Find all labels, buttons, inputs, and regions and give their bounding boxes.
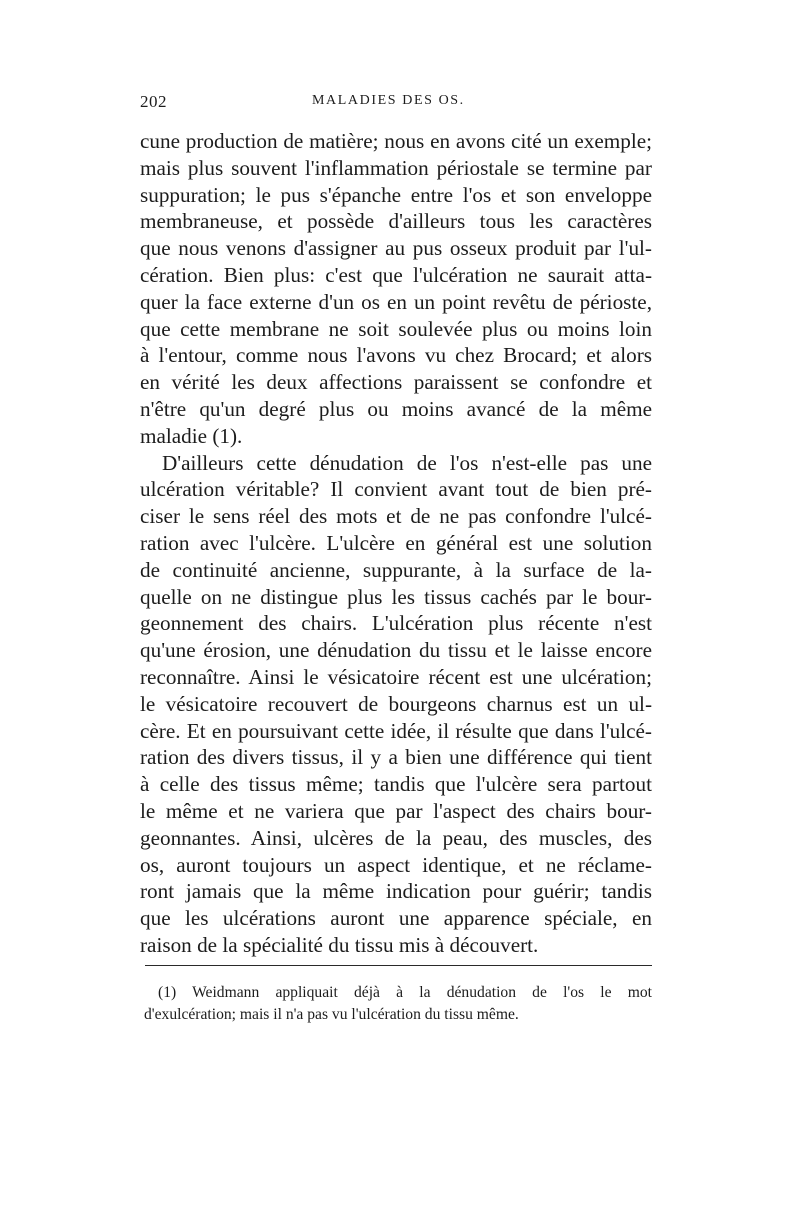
text-line: reconnaître. Ainsi le vésicatoire récent est une ulcération; bbox=[140, 664, 652, 689]
text-line: geonnantes. Ainsi, ulcères de la peau, des muscles, des bbox=[140, 825, 652, 850]
text-line: le vésicatoire recouvert de bourgeons charnus est un ul- bbox=[140, 691, 652, 716]
text-line: cune production de matière; nous en avons cité un exemple; bbox=[140, 129, 652, 153]
text-line: que les ulcérations auront une apparence spéciale, en bbox=[140, 906, 652, 931]
text-line: os, auront toujours un aspect identique, et ne réclame- bbox=[140, 852, 652, 877]
text-line: ration avec l'ulcère. L'ulcère en général est une solution bbox=[140, 530, 652, 555]
body-text bbox=[140, 128, 652, 959]
paragraph-start-line: D'ailleurs cette dénudation de l'os n'est-elle pas une bbox=[162, 450, 652, 475]
text-line: de continuité ancienne, suppurante, à la surface de la- bbox=[140, 557, 652, 582]
text-line: membraneuse, et possède d'ailleurs tous les caractères bbox=[140, 209, 652, 234]
footnote-line: d'exulcération; mais il n'a pas vu l'ulcération du tissu même. bbox=[144, 1006, 519, 1023]
text-line: mais plus souvent l'inflammation périostale se termine par bbox=[140, 155, 652, 180]
text-line: geonnement des chairs. L'ulcération plus récente n'est bbox=[140, 611, 652, 636]
paragraph-end-line: raison de la spécialité du tissu mis à découvert. bbox=[140, 932, 539, 957]
running-title: MALADIES DES OS. bbox=[312, 93, 465, 108]
footnote-divider bbox=[145, 965, 652, 966]
text-line: que nous venons d'assigner au pus osseux produit par l'ul- bbox=[140, 236, 652, 261]
text-line: quelle on ne distingue plus les tissus cachés par le bour- bbox=[140, 584, 652, 609]
text-line: que cette membrane ne soit soulevée plus ou moins loin bbox=[140, 316, 652, 341]
text-line: à l'entour, comme nous l'avons vu chez Brocard; et alors bbox=[140, 343, 652, 368]
text-line: le même et ne variera que par l'aspect des chairs bour- bbox=[140, 798, 652, 823]
text-line: cération. Bien plus: c'est que l'ulcération ne saurait atta- bbox=[140, 262, 652, 287]
paragraph-end-line: maladie (1). bbox=[140, 423, 243, 448]
text-line: cère. Et en poursuivant cette idée, il résulte que dans l'ulcé- bbox=[140, 718, 652, 743]
footnote bbox=[144, 982, 652, 1026]
text-line: quer la face externe d'un os en un point revêtu de périoste, bbox=[140, 289, 652, 314]
text-line: n'être qu'un degré plus ou moins avancé de la même bbox=[140, 396, 652, 421]
text-line: ront jamais que la même indication pour guérir; tandis bbox=[140, 879, 652, 904]
text-line: à celle des tissus même; tandis que l'ulcère sera partout bbox=[140, 772, 652, 797]
text-line: suppuration; le pus s'épanche entre l'os et son enveloppe bbox=[140, 182, 652, 207]
page-number: 202 bbox=[140, 92, 167, 111]
text-line: ciser le sens réel des mots et de ne pas confondre l'ulcé- bbox=[140, 504, 652, 529]
text-line: qu'une érosion, une dénudation du tissu et le laisse encore bbox=[140, 638, 652, 663]
page-header bbox=[140, 92, 660, 116]
text-line: en vérité les deux affections paraissent se confondre et bbox=[140, 370, 652, 395]
text-line: ulcération véritable? Il convient avant tout de bien pré- bbox=[140, 477, 652, 502]
text-line: ration des divers tissus, il y a bien une différence qui tient bbox=[140, 745, 652, 770]
footnote-line: (1) Weidmann appliquait déjà à la dénudation de l'os le mot bbox=[158, 984, 652, 1001]
